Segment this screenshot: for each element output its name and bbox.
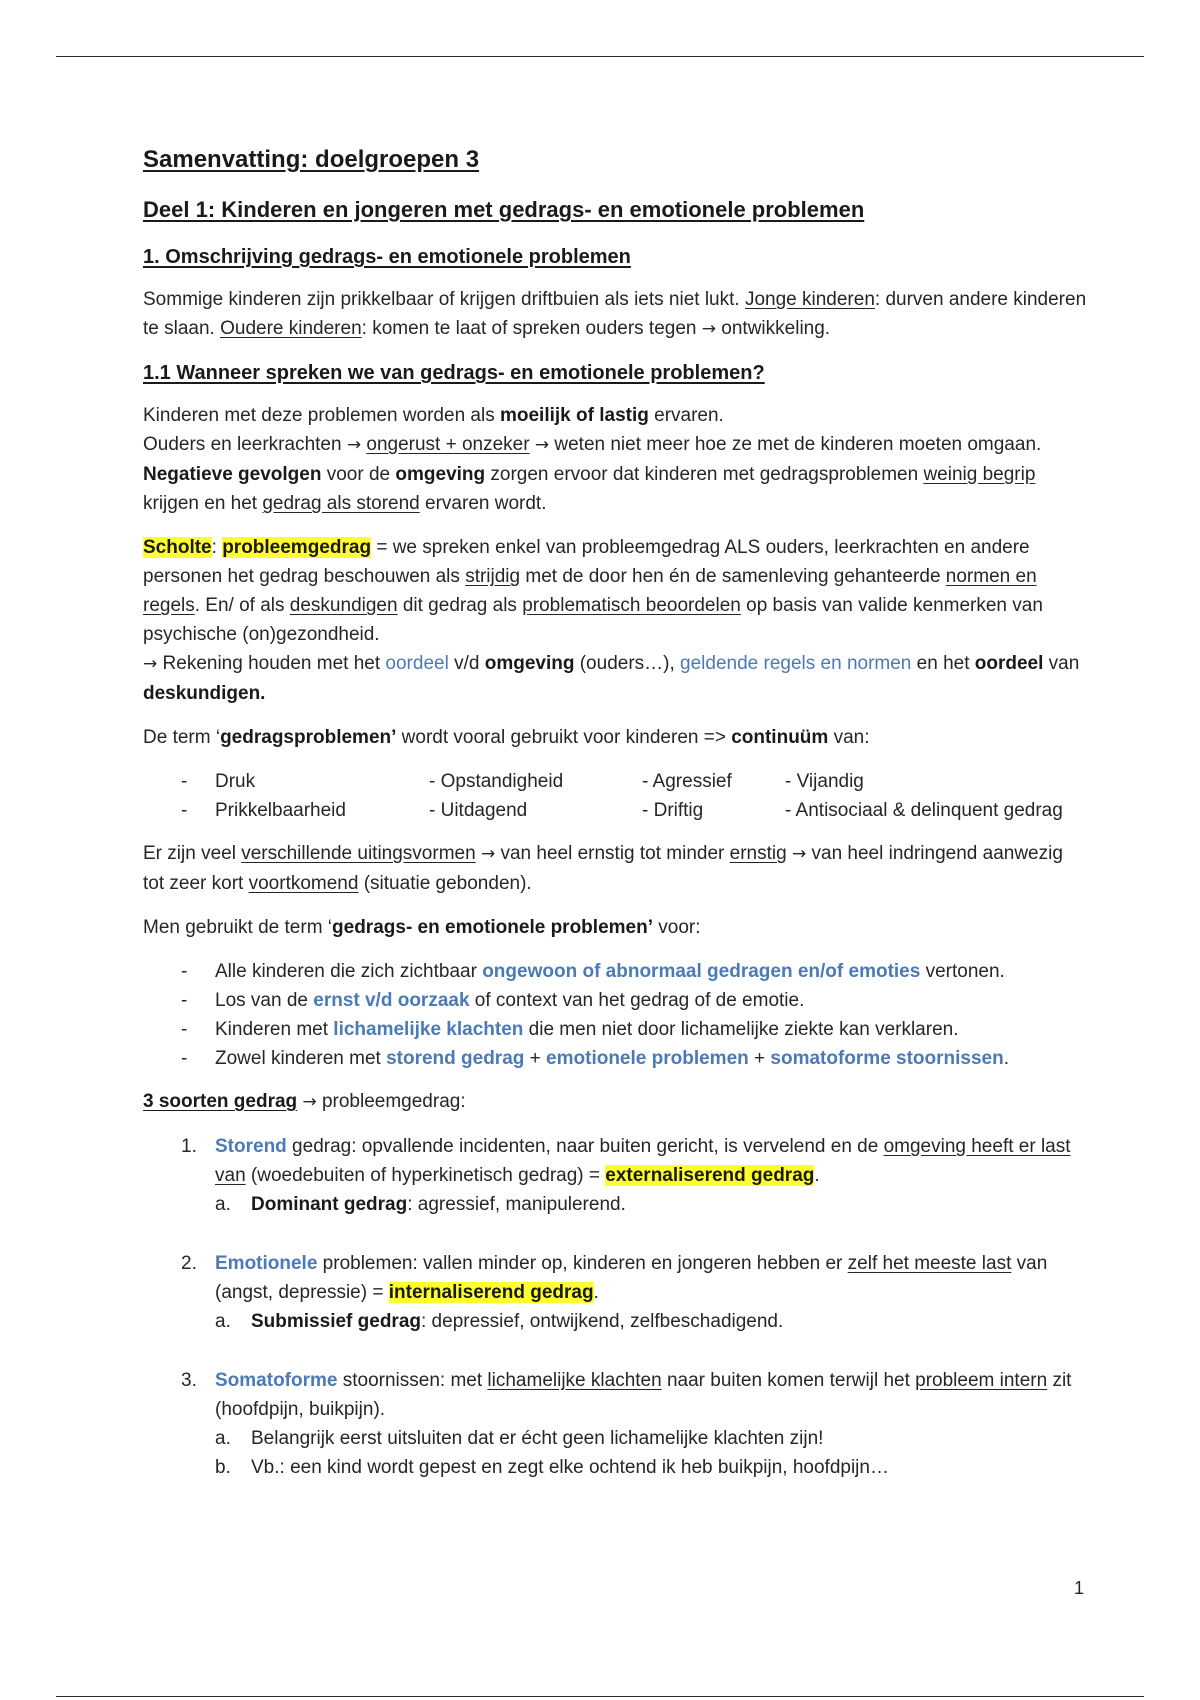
list-item: - Zowel kinderen met storend gedrag + emotionele problemen + somatoforme stoornissen. [181, 1044, 1088, 1073]
section-1-1-paragraph-2: Scholte: probleemgedrag = we spreken enkel van probleemgedrag ALS ouders, leerkrachten en andere personen het gedrag beschouwen als strijdig met de door hen én de samenleving gehanteerde normen en regels. En/ of als deskundigen dit gedrag als problematisch beoordelen op basis van valide kenmerken van psychische (on)gezondheid. → Rekening houden met het oordeel v/d omgeving (ouders…), geldende regels en normen en het oordeel van deskundigen. [143, 537, 1080, 704]
part-heading: Deel 1: Kinderen en jongeren met gedrags- en emotionele problemen [143, 197, 865, 222]
list-item: 3. Somatoforme stoornissen: met lichamelijke klachten naar buiten komen terwijl het probleem intern zit (hoofdpijn, buikpijn). a. Belangrijk eerst uitsluiten dat er écht geen lichamelijke klachten zijn! b. Vb.: een kind wordt gepest en zegt elke ochtend ik heb buikpijn, hoofdpijn… [143, 1366, 1088, 1482]
document-body [143, 143, 1088, 1512]
continuum-list [143, 767, 1088, 825]
list-item: - Druk - Opstandigheid - Agressief - Vijandig [181, 767, 1088, 796]
page-number: 1 [1074, 1578, 1085, 1598]
sub-list-item: a. Belangrijk eerst uitsluiten dat er écht geen lichamelijke klachten zijn! [215, 1428, 824, 1449]
section-1-1-paragraph-5: Men gebruikt de term ‘gedrags- en emotionele problemen’ voor: [143, 917, 701, 938]
list-item: 2. Emotionele problemen: vallen minder op, kinderen en jongeren hebben er zelf het meeste last van (angst, depressie) = internaliserend gedrag. a. Submissief gedrag: depressief, ontwijkend, zelfbeschadigend. [143, 1249, 1088, 1336]
arrow-icon: → [302, 1092, 317, 1112]
usage-list [143, 957, 1088, 1073]
sub-list-item: b. Vb.: een kind wordt gepest en zegt elke ochtend ik heb buikpijn, hoofdpijn… [215, 1457, 889, 1478]
section-1-1-heading: 1.1 Wanneer spreken we van gedrags- en emotionele problemen? [143, 362, 765, 384]
arrow-icon: → [480, 844, 496, 864]
list-item: 1. Storend gedrag: opvallende incidenten, naar buiten gericht, is vervelend en de omgeving heeft er last van (woedebuiten of hyperkinetisch gedrag) = externaliserend gedrag. a. Dominant gedrag: agressief, manipulerend. [143, 1132, 1088, 1219]
section-1-1-paragraph-3: De term ‘gedragsproblemen’ wordt vooral gebruikt voor kinderen => continuüm van: [143, 727, 870, 748]
document-title: Samenvatting: doelgroepen 3 [143, 146, 480, 173]
section-1-1-paragraph-4: Er zijn veel verschillende uitingsvormen → van heel ernstig tot minder ernstig → van heel indringend aanwezig tot zeer kort voortkomend (situatie gebonden). [143, 843, 1063, 894]
arrow-icon: → [143, 654, 158, 674]
list-item: - Prikkelbaarheid - Uitdagend - Driftig - Antisociaal & delinquent gedrag [181, 796, 1088, 825]
section-1-heading: 1. Omschrijving gedrags- en emotionele problemen [143, 246, 631, 268]
header-rule [56, 56, 1144, 57]
sub-list-item: a. Dominant gedrag: agressief, manipulerend. [215, 1194, 626, 1215]
section-1-paragraph: Sommige kinderen zijn prikkelbaar of krijgen driftbuien als iets niet lukt. Jonge kinderen: durven andere kinderen te slaan. Oudere kinderen: komen te laat of spreken ouders tegen → ontwikkeling. [143, 289, 1087, 339]
list-item: - Alle kinderen die zich zichtbaar ongewoon of abnormaal gedragen en/of emoties vertonen. [181, 957, 1088, 986]
sub-list-item: a. Submissief gedrag: depressief, ontwijkend, zelfbeschadigend. [215, 1311, 784, 1332]
arrow-icon: → [791, 844, 807, 864]
behaviour-types-list [143, 1132, 1088, 1482]
footer-rule [56, 1696, 1144, 1697]
section-1-1-paragraph-1: Kinderen met deze problemen worden als moeilijk of lastig ervaren. Ouders en leerkrachten → ongerust + onzeker → weten niet meer hoe ze met de kinderen moeten omgaan. Negatieve gevolgen voor de omgeving zorgen ervoor dat kinderen met gedragsproblemen weinig begrip krijgen en het gedrag als storend ervaren wordt. [143, 405, 1042, 514]
list-item: - Los van de ernst v/d oorzaak of context van het gedrag of de emotie. [181, 986, 1088, 1015]
behaviour-types-intro: 3 soorten gedrag → probleemgedrag: [143, 1091, 466, 1112]
arrow-icon: → [534, 435, 550, 455]
arrow-icon: → [346, 435, 362, 455]
list-item: - Kinderen met lichamelijke klachten die men niet door lichamelijke ziekte kan verklaren. [181, 1015, 1088, 1044]
arrow-icon: → [701, 319, 717, 339]
